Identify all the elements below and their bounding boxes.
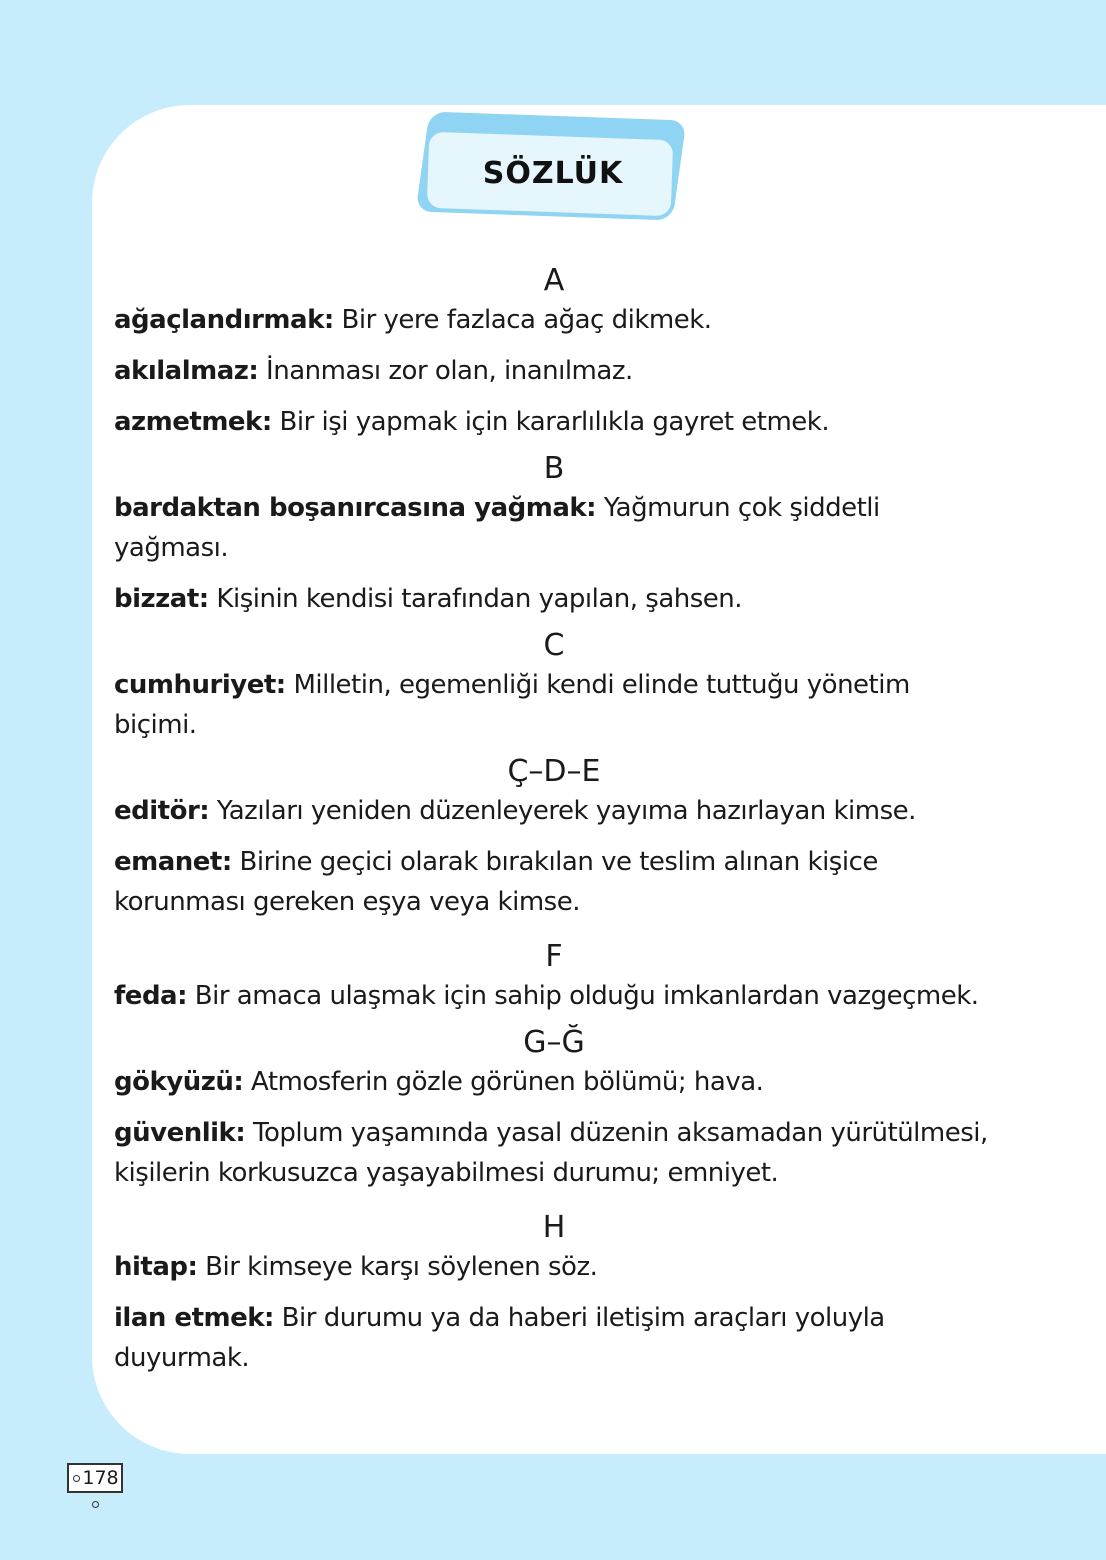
entry-term: gökyüzü: [114,1067,244,1097]
glossary [114,254,994,1389]
entry-term: ağaçlandırmak: [114,305,334,335]
entry-term: ilan etmek: [114,1303,274,1333]
glossary-entry [114,351,994,391]
entry-term: güvenlik: [114,1118,246,1148]
glossary-entry [114,1298,994,1378]
glossary-entry [114,488,994,568]
section-letter-a: A [543,263,565,298]
entry-definition: Kişinin kendisi tarafından yapılan, şahsen. [208,584,743,614]
glossary-entry [114,1247,994,1287]
entry-term: akılalmaz: [114,356,259,386]
entry-definition: Bir kimseye karşı söylenen söz. [197,1252,598,1282]
entry-definition: Toplum yaşamında yasal düzenin aksamadan yürütülmesi, kişilerin korkusuzca yaşayabilmesi durumu; emniyet. [114,1118,988,1188]
title-badge [418,112,688,224]
entry-definition: İnanması zor olan, inanılmaz. [258,356,633,386]
entry-definition: Atmosferin gözle görünen bölümü; hava. [243,1067,764,1097]
section-letter-f: F [545,939,563,974]
glossary-entry [114,842,994,922]
entry-definition: Bir işi yapmak için kararlılıkla gayret etmek. [271,407,830,437]
glossary-entry [114,1113,994,1193]
page-title: SÖZLÜK [482,156,624,191]
section-letter-h: H [542,1210,566,1245]
glossary-entry [114,665,994,745]
entry-term: hitap: [114,1252,198,1282]
page-number [67,1463,123,1493]
entry-definition: Milletin, egemenliği kendi elinde tuttuğu yönetim biçimi. [114,670,910,740]
section-letter-c-d-e: Ç–D–E [507,754,601,789]
section-letter-g: G–Ğ [523,1025,585,1060]
entry-term: cumhuriyet: [114,670,286,700]
entry-term: feda: [114,981,187,1011]
entry-definition: Yazıları yeniden düzenleyerek yayıma hazırlayan kimse. [209,796,916,826]
entry-definition: Yağmurun çok şiddetli yağması. [114,493,880,563]
entry-term: bardaktan boşanırcasına yağmak: [114,493,597,523]
section-letter-b: B [543,451,565,486]
glossary-entry [114,300,994,340]
section-letter-c: C [543,628,565,663]
page-number-text: 178 [82,1467,119,1489]
glossary-entry [114,976,994,1016]
entry-term: azmetmek: [114,407,272,437]
glossary-entry [114,402,994,442]
glossary-entry [114,791,994,831]
entry-definition: Bir yere fazlaca ağaç dikmek. [333,305,712,335]
entry-term: bizzat: [114,584,209,614]
dot-icon [92,1501,99,1508]
glossary-entry [114,1062,994,1102]
entry-definition: Bir amaca ulaşmak için sahip olduğu imkanlardan vazgeçmek. [187,981,979,1011]
entry-term: editör: [114,796,210,826]
entry-term: emanet: [114,847,232,877]
glossary-entry [114,579,994,619]
entry-definition: Birine geçici olarak bırakılan ve teslim alınan kişice korunması gereken eşya veya kimse. [114,847,878,917]
dot-icon [73,1475,80,1482]
entry-definition: Bir durumu ya da haberi iletişim araçları yoluyla duyurmak. [114,1303,885,1373]
